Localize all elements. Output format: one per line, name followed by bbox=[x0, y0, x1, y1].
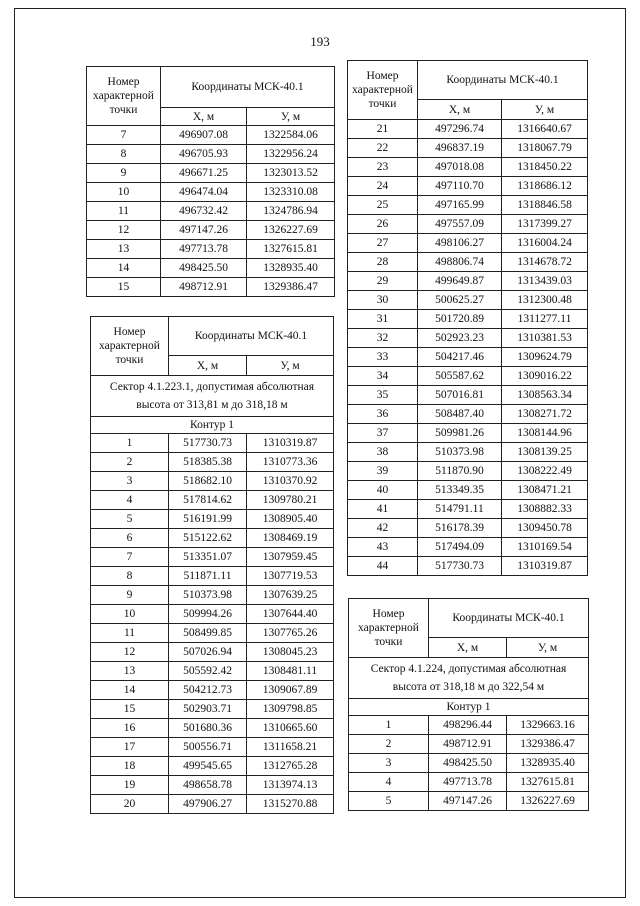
x-coordinate: 497906.27 bbox=[169, 795, 247, 814]
table-row bbox=[348, 329, 588, 348]
table-row bbox=[348, 196, 588, 215]
x-coordinate: 518682.10 bbox=[169, 472, 247, 491]
y-coordinate: 1308469.19 bbox=[247, 529, 334, 548]
x-coordinate: 513351.07 bbox=[169, 548, 247, 567]
table-row bbox=[91, 624, 334, 643]
y-coordinate: 1311277.11 bbox=[502, 310, 588, 329]
point-number: 11 bbox=[91, 624, 169, 643]
y-coordinate: 1318686.12 bbox=[502, 177, 588, 196]
header-x: Х, м bbox=[161, 108, 247, 126]
table-row bbox=[91, 662, 334, 681]
y-coordinate: 1308481.11 bbox=[247, 662, 334, 681]
x-coordinate: 510373.98 bbox=[169, 586, 247, 605]
point-number: 14 bbox=[87, 259, 161, 278]
table-row bbox=[91, 605, 334, 624]
header-y: У, м bbox=[247, 108, 335, 126]
y-coordinate: 1328935.40 bbox=[247, 259, 335, 278]
table-row bbox=[348, 177, 588, 196]
x-coordinate: 497165.99 bbox=[418, 196, 502, 215]
header-point: Номер характерной точки bbox=[348, 61, 418, 120]
table-row bbox=[91, 586, 334, 605]
y-coordinate: 1309780.21 bbox=[247, 491, 334, 510]
table-row bbox=[348, 215, 588, 234]
point-number: 26 bbox=[348, 215, 418, 234]
y-coordinate: 1318846.58 bbox=[502, 196, 588, 215]
point-number: 24 bbox=[348, 177, 418, 196]
y-coordinate: 1311658.21 bbox=[247, 738, 334, 757]
point-number: 2 bbox=[91, 453, 169, 472]
header-point: Номер характерной точки bbox=[91, 317, 169, 376]
table-row bbox=[87, 259, 335, 278]
x-coordinate: 498806.74 bbox=[418, 253, 502, 272]
y-coordinate: 1313974.13 bbox=[247, 776, 334, 795]
table-row bbox=[349, 735, 589, 754]
point-number: 34 bbox=[348, 367, 418, 386]
table-row bbox=[91, 529, 334, 548]
y-coordinate: 1308882.33 bbox=[502, 500, 588, 519]
x-coordinate: 517494.09 bbox=[418, 538, 502, 557]
x-coordinate: 501720.89 bbox=[418, 310, 502, 329]
x-coordinate: 498712.91 bbox=[429, 735, 507, 754]
y-coordinate: 1326227.69 bbox=[507, 792, 589, 811]
point-number: 5 bbox=[349, 792, 429, 811]
point-number: 1 bbox=[349, 716, 429, 735]
point-number: 30 bbox=[348, 291, 418, 310]
table-row bbox=[91, 681, 334, 700]
point-number: 8 bbox=[91, 567, 169, 586]
header-coords: Координаты МСК-40.1 bbox=[418, 61, 588, 100]
contour-label: Контур 1 bbox=[349, 699, 589, 716]
y-coordinate: 1307765.26 bbox=[247, 624, 334, 643]
point-number: 3 bbox=[349, 754, 429, 773]
x-coordinate: 504217.46 bbox=[418, 348, 502, 367]
header-coords: Координаты МСК-40.1 bbox=[169, 317, 334, 356]
x-coordinate: 497713.78 bbox=[429, 773, 507, 792]
y-coordinate: 1317399.27 bbox=[502, 215, 588, 234]
y-coordinate: 1310370.92 bbox=[247, 472, 334, 491]
y-coordinate: 1324786.94 bbox=[247, 202, 335, 221]
point-number: 33 bbox=[348, 348, 418, 367]
y-coordinate: 1307639.25 bbox=[247, 586, 334, 605]
x-coordinate: 496671.25 bbox=[161, 164, 247, 183]
table-row bbox=[349, 716, 589, 735]
table-row bbox=[91, 491, 334, 510]
table-row bbox=[91, 643, 334, 662]
y-coordinate: 1309067.89 bbox=[247, 681, 334, 700]
y-coordinate: 1310169.54 bbox=[502, 538, 588, 557]
table-row bbox=[348, 310, 588, 329]
y-coordinate: 1323013.52 bbox=[247, 164, 335, 183]
table-row bbox=[91, 453, 334, 472]
table-row bbox=[349, 792, 589, 811]
table-row bbox=[91, 700, 334, 719]
header-x: Х, м bbox=[169, 356, 247, 376]
header-x: Х, м bbox=[418, 100, 502, 120]
header-y: У, м bbox=[507, 638, 589, 658]
coordinates-table-3 bbox=[347, 60, 588, 576]
x-coordinate: 516191.99 bbox=[169, 510, 247, 529]
table-4-body bbox=[349, 716, 589, 811]
point-number: 10 bbox=[87, 183, 161, 202]
x-coordinate: 517730.73 bbox=[418, 557, 502, 576]
x-coordinate: 501680.36 bbox=[169, 719, 247, 738]
point-number: 4 bbox=[91, 491, 169, 510]
y-coordinate: 1309798.85 bbox=[247, 700, 334, 719]
table-row bbox=[87, 126, 335, 145]
point-number: 15 bbox=[87, 278, 161, 297]
x-coordinate: 498712.91 bbox=[161, 278, 247, 297]
header-coords: Координаты МСК-40.1 bbox=[161, 67, 335, 108]
table-row bbox=[91, 472, 334, 491]
x-coordinate: 511871.11 bbox=[169, 567, 247, 586]
point-number: 18 bbox=[91, 757, 169, 776]
point-number: 13 bbox=[91, 662, 169, 681]
point-number: 10 bbox=[91, 605, 169, 624]
page-number: 193 bbox=[310, 34, 330, 49]
point-number: 43 bbox=[348, 538, 418, 557]
point-number: 2 bbox=[349, 735, 429, 754]
table-row bbox=[91, 510, 334, 529]
point-number: 38 bbox=[348, 443, 418, 462]
x-coordinate: 497147.26 bbox=[429, 792, 507, 811]
y-coordinate: 1308471.21 bbox=[502, 481, 588, 500]
point-number: 17 bbox=[91, 738, 169, 757]
table-row bbox=[87, 278, 335, 297]
point-number: 39 bbox=[348, 462, 418, 481]
y-coordinate: 1327615.81 bbox=[247, 240, 335, 259]
point-number: 6 bbox=[91, 529, 169, 548]
table-row bbox=[348, 234, 588, 253]
header-point: Номер характерной точки bbox=[87, 67, 161, 126]
point-number: 16 bbox=[91, 719, 169, 738]
point-number: 31 bbox=[348, 310, 418, 329]
y-coordinate: 1307959.45 bbox=[247, 548, 334, 567]
x-coordinate: 507026.94 bbox=[169, 643, 247, 662]
point-number: 7 bbox=[87, 126, 161, 145]
table-row bbox=[348, 139, 588, 158]
x-coordinate: 498425.50 bbox=[161, 259, 247, 278]
table-row bbox=[87, 164, 335, 183]
y-coordinate: 1318450.22 bbox=[502, 158, 588, 177]
point-number: 35 bbox=[348, 386, 418, 405]
table-row bbox=[87, 240, 335, 259]
table-row bbox=[91, 434, 334, 453]
table-row bbox=[348, 481, 588, 500]
header-y: У, м bbox=[502, 100, 588, 120]
x-coordinate: 498296.44 bbox=[429, 716, 507, 735]
table-row bbox=[348, 519, 588, 538]
x-coordinate: 502903.71 bbox=[169, 700, 247, 719]
table-row bbox=[348, 557, 588, 576]
x-coordinate: 516178.39 bbox=[418, 519, 502, 538]
point-number: 5 bbox=[91, 510, 169, 529]
x-coordinate: 508499.85 bbox=[169, 624, 247, 643]
y-coordinate: 1312765.28 bbox=[247, 757, 334, 776]
y-coordinate: 1308563.34 bbox=[502, 386, 588, 405]
table-row bbox=[348, 443, 588, 462]
point-number: 36 bbox=[348, 405, 418, 424]
coordinates-table-2 bbox=[90, 316, 334, 814]
y-coordinate: 1308905.40 bbox=[247, 510, 334, 529]
table-row bbox=[348, 462, 588, 481]
y-coordinate: 1318067.79 bbox=[502, 139, 588, 158]
x-coordinate: 518385.38 bbox=[169, 453, 247, 472]
header-coords: Координаты МСК-40.1 bbox=[429, 599, 589, 638]
x-coordinate: 498106.27 bbox=[418, 234, 502, 253]
x-coordinate: 497147.26 bbox=[161, 221, 247, 240]
x-coordinate: 497713.78 bbox=[161, 240, 247, 259]
x-coordinate: 496705.93 bbox=[161, 145, 247, 164]
table-row bbox=[348, 367, 588, 386]
x-coordinate: 496732.42 bbox=[161, 202, 247, 221]
point-number: 41 bbox=[348, 500, 418, 519]
point-number: 19 bbox=[91, 776, 169, 795]
table-row bbox=[91, 738, 334, 757]
y-coordinate: 1327615.81 bbox=[507, 773, 589, 792]
table-row bbox=[91, 567, 334, 586]
header-y: У, м bbox=[247, 356, 334, 376]
y-coordinate: 1308139.25 bbox=[502, 443, 588, 462]
table-row bbox=[348, 538, 588, 557]
point-number: 44 bbox=[348, 557, 418, 576]
point-number: 23 bbox=[348, 158, 418, 177]
table-row bbox=[87, 202, 335, 221]
table-row bbox=[87, 145, 335, 164]
x-coordinate: 500625.27 bbox=[418, 291, 502, 310]
x-coordinate: 496837.19 bbox=[418, 139, 502, 158]
table-row bbox=[348, 120, 588, 139]
y-coordinate: 1307719.53 bbox=[247, 567, 334, 586]
point-number: 14 bbox=[91, 681, 169, 700]
y-coordinate: 1310319.87 bbox=[247, 434, 334, 453]
point-number: 21 bbox=[348, 120, 418, 139]
table-2-body bbox=[91, 434, 334, 814]
x-coordinate: 505592.42 bbox=[169, 662, 247, 681]
header-x: Х, м bbox=[429, 638, 507, 658]
x-coordinate: 513349.35 bbox=[418, 481, 502, 500]
coordinates-table-4 bbox=[348, 598, 589, 811]
x-coordinate: 498658.78 bbox=[169, 776, 247, 795]
x-coordinate: 509994.26 bbox=[169, 605, 247, 624]
y-coordinate: 1314678.72 bbox=[502, 253, 588, 272]
table-row bbox=[348, 386, 588, 405]
x-coordinate: 497018.08 bbox=[418, 158, 502, 177]
table-row bbox=[87, 183, 335, 202]
table-row bbox=[91, 719, 334, 738]
x-coordinate: 499649.87 bbox=[418, 272, 502, 291]
x-coordinate: 507016.81 bbox=[418, 386, 502, 405]
point-number: 15 bbox=[91, 700, 169, 719]
point-number: 8 bbox=[87, 145, 161, 164]
point-number: 25 bbox=[348, 196, 418, 215]
x-coordinate: 515122.62 bbox=[169, 529, 247, 548]
table-row bbox=[349, 773, 589, 792]
y-coordinate: 1329386.47 bbox=[507, 735, 589, 754]
point-number: 28 bbox=[348, 253, 418, 272]
coordinates-table-1 bbox=[86, 66, 335, 297]
y-coordinate: 1328935.40 bbox=[507, 754, 589, 773]
x-coordinate: 497110.70 bbox=[418, 177, 502, 196]
x-coordinate: 517730.73 bbox=[169, 434, 247, 453]
table-row bbox=[348, 348, 588, 367]
point-number: 9 bbox=[87, 164, 161, 183]
point-number: 3 bbox=[91, 472, 169, 491]
point-number: 42 bbox=[348, 519, 418, 538]
x-coordinate: 517814.62 bbox=[169, 491, 247, 510]
x-coordinate: 505587.62 bbox=[418, 367, 502, 386]
y-coordinate: 1329663.16 bbox=[507, 716, 589, 735]
table-row bbox=[348, 253, 588, 272]
y-coordinate: 1313439.03 bbox=[502, 272, 588, 291]
point-number: 29 bbox=[348, 272, 418, 291]
sector-description: Сектор 4.1.224, допустимая абсолютная высота от 318,18 м до 322,54 м bbox=[349, 658, 589, 699]
y-coordinate: 1308222.49 bbox=[502, 462, 588, 481]
y-coordinate: 1308045.23 bbox=[247, 643, 334, 662]
y-coordinate: 1329386.47 bbox=[247, 278, 335, 297]
x-coordinate: 496907.08 bbox=[161, 126, 247, 145]
x-coordinate: 504212.73 bbox=[169, 681, 247, 700]
table-1-body bbox=[87, 126, 335, 297]
y-coordinate: 1310665.60 bbox=[247, 719, 334, 738]
point-number: 9 bbox=[91, 586, 169, 605]
y-coordinate: 1322584.06 bbox=[247, 126, 335, 145]
x-coordinate: 502923.23 bbox=[418, 329, 502, 348]
point-number: 1 bbox=[91, 434, 169, 453]
y-coordinate: 1315270.88 bbox=[247, 795, 334, 814]
x-coordinate: 508487.40 bbox=[418, 405, 502, 424]
table-3-body bbox=[348, 120, 588, 576]
x-coordinate: 510373.98 bbox=[418, 443, 502, 462]
y-coordinate: 1312300.48 bbox=[502, 291, 588, 310]
y-coordinate: 1309450.78 bbox=[502, 519, 588, 538]
point-number: 12 bbox=[87, 221, 161, 240]
y-coordinate: 1316640.67 bbox=[502, 120, 588, 139]
x-coordinate: 498425.50 bbox=[429, 754, 507, 773]
point-number: 7 bbox=[91, 548, 169, 567]
table-row bbox=[91, 548, 334, 567]
point-number: 22 bbox=[348, 139, 418, 158]
y-coordinate: 1310773.36 bbox=[247, 453, 334, 472]
x-coordinate: 514791.11 bbox=[418, 500, 502, 519]
y-coordinate: 1307644.40 bbox=[247, 605, 334, 624]
point-number: 40 bbox=[348, 481, 418, 500]
table-row bbox=[87, 221, 335, 240]
point-number: 12 bbox=[91, 643, 169, 662]
x-coordinate: 499545.65 bbox=[169, 757, 247, 776]
y-coordinate: 1308144.96 bbox=[502, 424, 588, 443]
table-row bbox=[91, 795, 334, 814]
x-coordinate: 509981.26 bbox=[418, 424, 502, 443]
y-coordinate: 1308271.72 bbox=[502, 405, 588, 424]
table-row bbox=[348, 158, 588, 177]
table-row bbox=[348, 291, 588, 310]
point-number: 32 bbox=[348, 329, 418, 348]
x-coordinate: 497296.74 bbox=[418, 120, 502, 139]
y-coordinate: 1326227.69 bbox=[247, 221, 335, 240]
y-coordinate: 1309016.22 bbox=[502, 367, 588, 386]
point-number: 4 bbox=[349, 773, 429, 792]
table-row bbox=[91, 757, 334, 776]
point-number: 13 bbox=[87, 240, 161, 259]
point-number: 20 bbox=[91, 795, 169, 814]
y-coordinate: 1323310.08 bbox=[247, 183, 335, 202]
y-coordinate: 1322956.24 bbox=[247, 145, 335, 164]
table-row bbox=[348, 405, 588, 424]
contour-label: Контур 1 bbox=[91, 417, 334, 434]
point-number: 11 bbox=[87, 202, 161, 221]
y-coordinate: 1310319.87 bbox=[502, 557, 588, 576]
table-row bbox=[348, 272, 588, 291]
y-coordinate: 1316004.24 bbox=[502, 234, 588, 253]
table-row bbox=[348, 500, 588, 519]
table-row bbox=[349, 754, 589, 773]
y-coordinate: 1310381.53 bbox=[502, 329, 588, 348]
point-number: 37 bbox=[348, 424, 418, 443]
y-coordinate: 1309624.79 bbox=[502, 348, 588, 367]
x-coordinate: 500556.71 bbox=[169, 738, 247, 757]
header-point: Номер характерной точки bbox=[349, 599, 429, 658]
x-coordinate: 511870.90 bbox=[418, 462, 502, 481]
sector-description: Сектор 4.1.223.1, допустимая абсолютная высота от 313,81 м до 318,18 м bbox=[91, 376, 334, 417]
table-row bbox=[348, 424, 588, 443]
x-coordinate: 497557.09 bbox=[418, 215, 502, 234]
table-row bbox=[91, 776, 334, 795]
x-coordinate: 496474.04 bbox=[161, 183, 247, 202]
point-number: 27 bbox=[348, 234, 418, 253]
